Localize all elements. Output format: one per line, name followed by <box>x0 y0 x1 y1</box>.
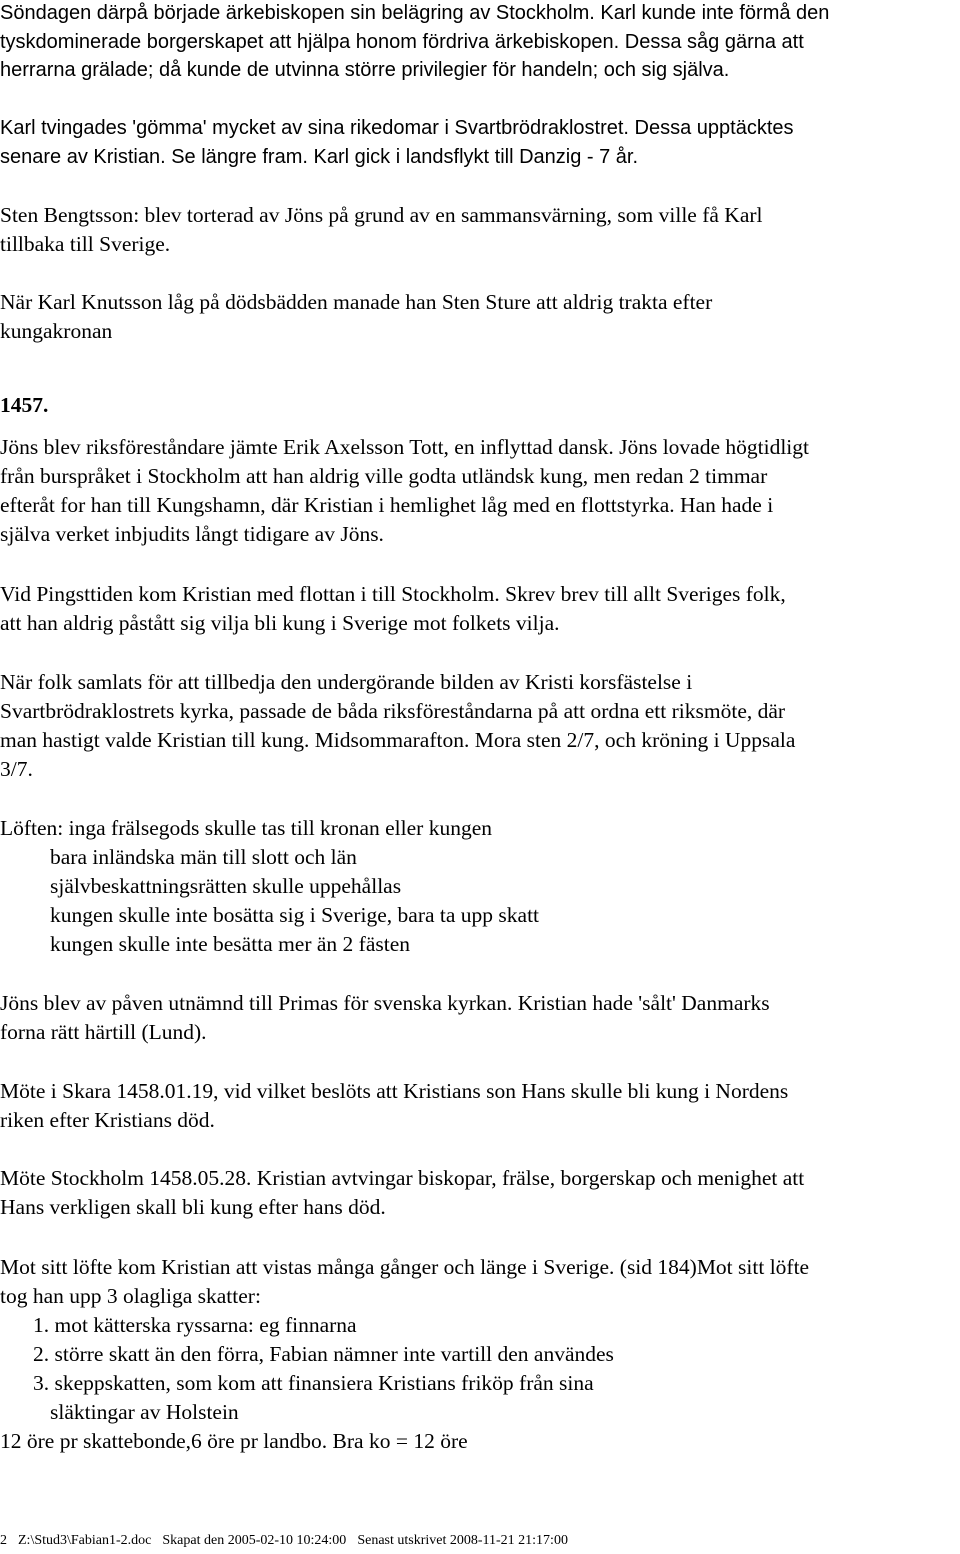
paragraph-line: 12 öre pr skattebonde,6 öre pr landbo. Bra ko = 12 öre <box>0 1429 468 1453</box>
tax-list-item: 1. mot kätterska ryssarna: eg finnarna <box>33 1313 357 1337</box>
created-date: Skapat den 2005-02-10 10:24:00 <box>162 1533 347 1548</box>
paragraph-line: man hastigt valde Kristian till kung. Midsommarafton. Mora sten 2/7, och kröning i Uppsala <box>0 728 796 752</box>
paragraph-line: Karl tvingades 'gömma' mycket av sina rikedomar i Svartbrödraklostret. Dessa upptäcktes <box>0 117 794 139</box>
paragraph-line: 3/7. <box>0 757 33 781</box>
promise-item: bara inländska män till slott och län <box>50 845 357 869</box>
paragraph-line: Vid Pingsttiden kom Kristian med flottan i till Stockholm. Skrev brev till allt Sveriges folk, <box>0 582 786 606</box>
printed-date: Senast utskrivet 2008-11-21 21:17:00 <box>357 1533 568 1548</box>
paragraph-line: tillbaka till Sverige. <box>0 232 171 256</box>
tax-list-item: 2. större skatt än den förra, Fabian nämner inte vartill den användes <box>33 1342 614 1366</box>
paragraph-line: kungakronan <box>0 319 113 343</box>
paragraph-line: Mot sitt löfte kom Kristian att vistas många gånger och länge i Sverige. (sid 184)Mot sitt löfte <box>0 1255 810 1279</box>
promise-item: självbeskattningsrätten skulle uppehållas <box>50 874 402 898</box>
paragraph-line: När folk samlats för att tillbedja den undergörande bilden av Kristi korsfästelse i <box>0 670 693 694</box>
promise-item: kungen skulle inte bosätta sig i Sverige, bara ta upp skatt <box>50 903 540 927</box>
paragraph-line: Jöns blev riksföreståndare jämte Erik Axelsson Tott, en inflyttad dansk. Jöns lovade högtidligt <box>0 435 810 459</box>
year-heading: 1457. <box>0 393 49 417</box>
paragraph-line: Sten Bengtsson: blev torterad av Jöns på grund av en sammansvärning, som ville få Karl <box>0 203 763 227</box>
paragraph-line: Jöns blev av påven utnämnd till Primas för svenska kyrkan. Kristian hade 'sålt' Danmarks <box>0 991 770 1015</box>
paragraph-line: tog han upp 3 olagliga skatter: <box>0 1284 261 1308</box>
page-number: 2 <box>0 1533 7 1548</box>
paragraph-line: herrarna grälade; då kunde de utvinna större privilegier för handeln; och sig själva. <box>0 59 730 81</box>
paragraph-line: senare av Kristian. Se längre fram. Karl gick i landsflykt till Danzig - 7 år. <box>0 146 639 168</box>
paragraph-line: att han aldrig påstått sig vilja bli kung i Sverige mot folkets vilja. <box>0 611 560 635</box>
paragraph-line: forna rätt härtill (Lund). <box>0 1020 207 1044</box>
paragraph-line: Söndagen därpå började ärkebiskopen sin belägring av Stockholm. Karl kunde inte förmå den <box>0 2 830 24</box>
page-footer <box>0 1533 579 1549</box>
paragraph-line: från burspråket i Stockholm att han aldrig ville godta utländsk kung, men redan 2 timmar <box>0 464 768 488</box>
promise-item: kungen skulle inte besätta mer än 2 fästen <box>50 932 411 956</box>
file-path: Z:\Stud3\Fabian1-2.doc <box>18 1533 152 1548</box>
tax-list-item: 3. skeppskatten, som kom att finansiera Kristians friköp från sina <box>33 1371 594 1395</box>
paragraph-line: Svartbrödraklostrets kyrka, passade de båda riksföreståndarna på att ordna ett riksmöte, där <box>0 699 786 723</box>
paragraph-line: riken efter Kristians död. <box>0 1108 215 1132</box>
paragraph-line: Möte i Skara 1458.01.19, vid vilket beslöts att Kristians son Hans skulle bli kung i Nordens <box>0 1079 789 1103</box>
paragraph-line: Hans verkligen skall bli kung efter hans död. <box>0 1195 386 1219</box>
paragraph-line: själva verket inbjudits långt tidigare av Jöns. <box>0 522 384 546</box>
tax-list-item-continued: släktingar av Holstein <box>50 1400 239 1424</box>
paragraph-line: När Karl Knutsson låg på dödsbädden manade han Sten Sture att aldrig trakta efter <box>0 290 713 314</box>
paragraph-line: efteråt for han till Kungshamn, där Kristian i hemlighet låg med en flottstyrka. Han hade i <box>0 493 774 517</box>
promises-heading: Löften: inga frälsegods skulle tas till kronan eller kungen <box>0 816 492 840</box>
paragraph-line: tyskdominerade borgerskapet att hjälpa honom fördriva ärkebiskopen. Dessa såg gärna att <box>0 31 804 53</box>
paragraph-line: Möte Stockholm 1458.05.28. Kristian avtvingar biskopar, frälse, borgerskap och menighet att <box>0 1166 805 1190</box>
